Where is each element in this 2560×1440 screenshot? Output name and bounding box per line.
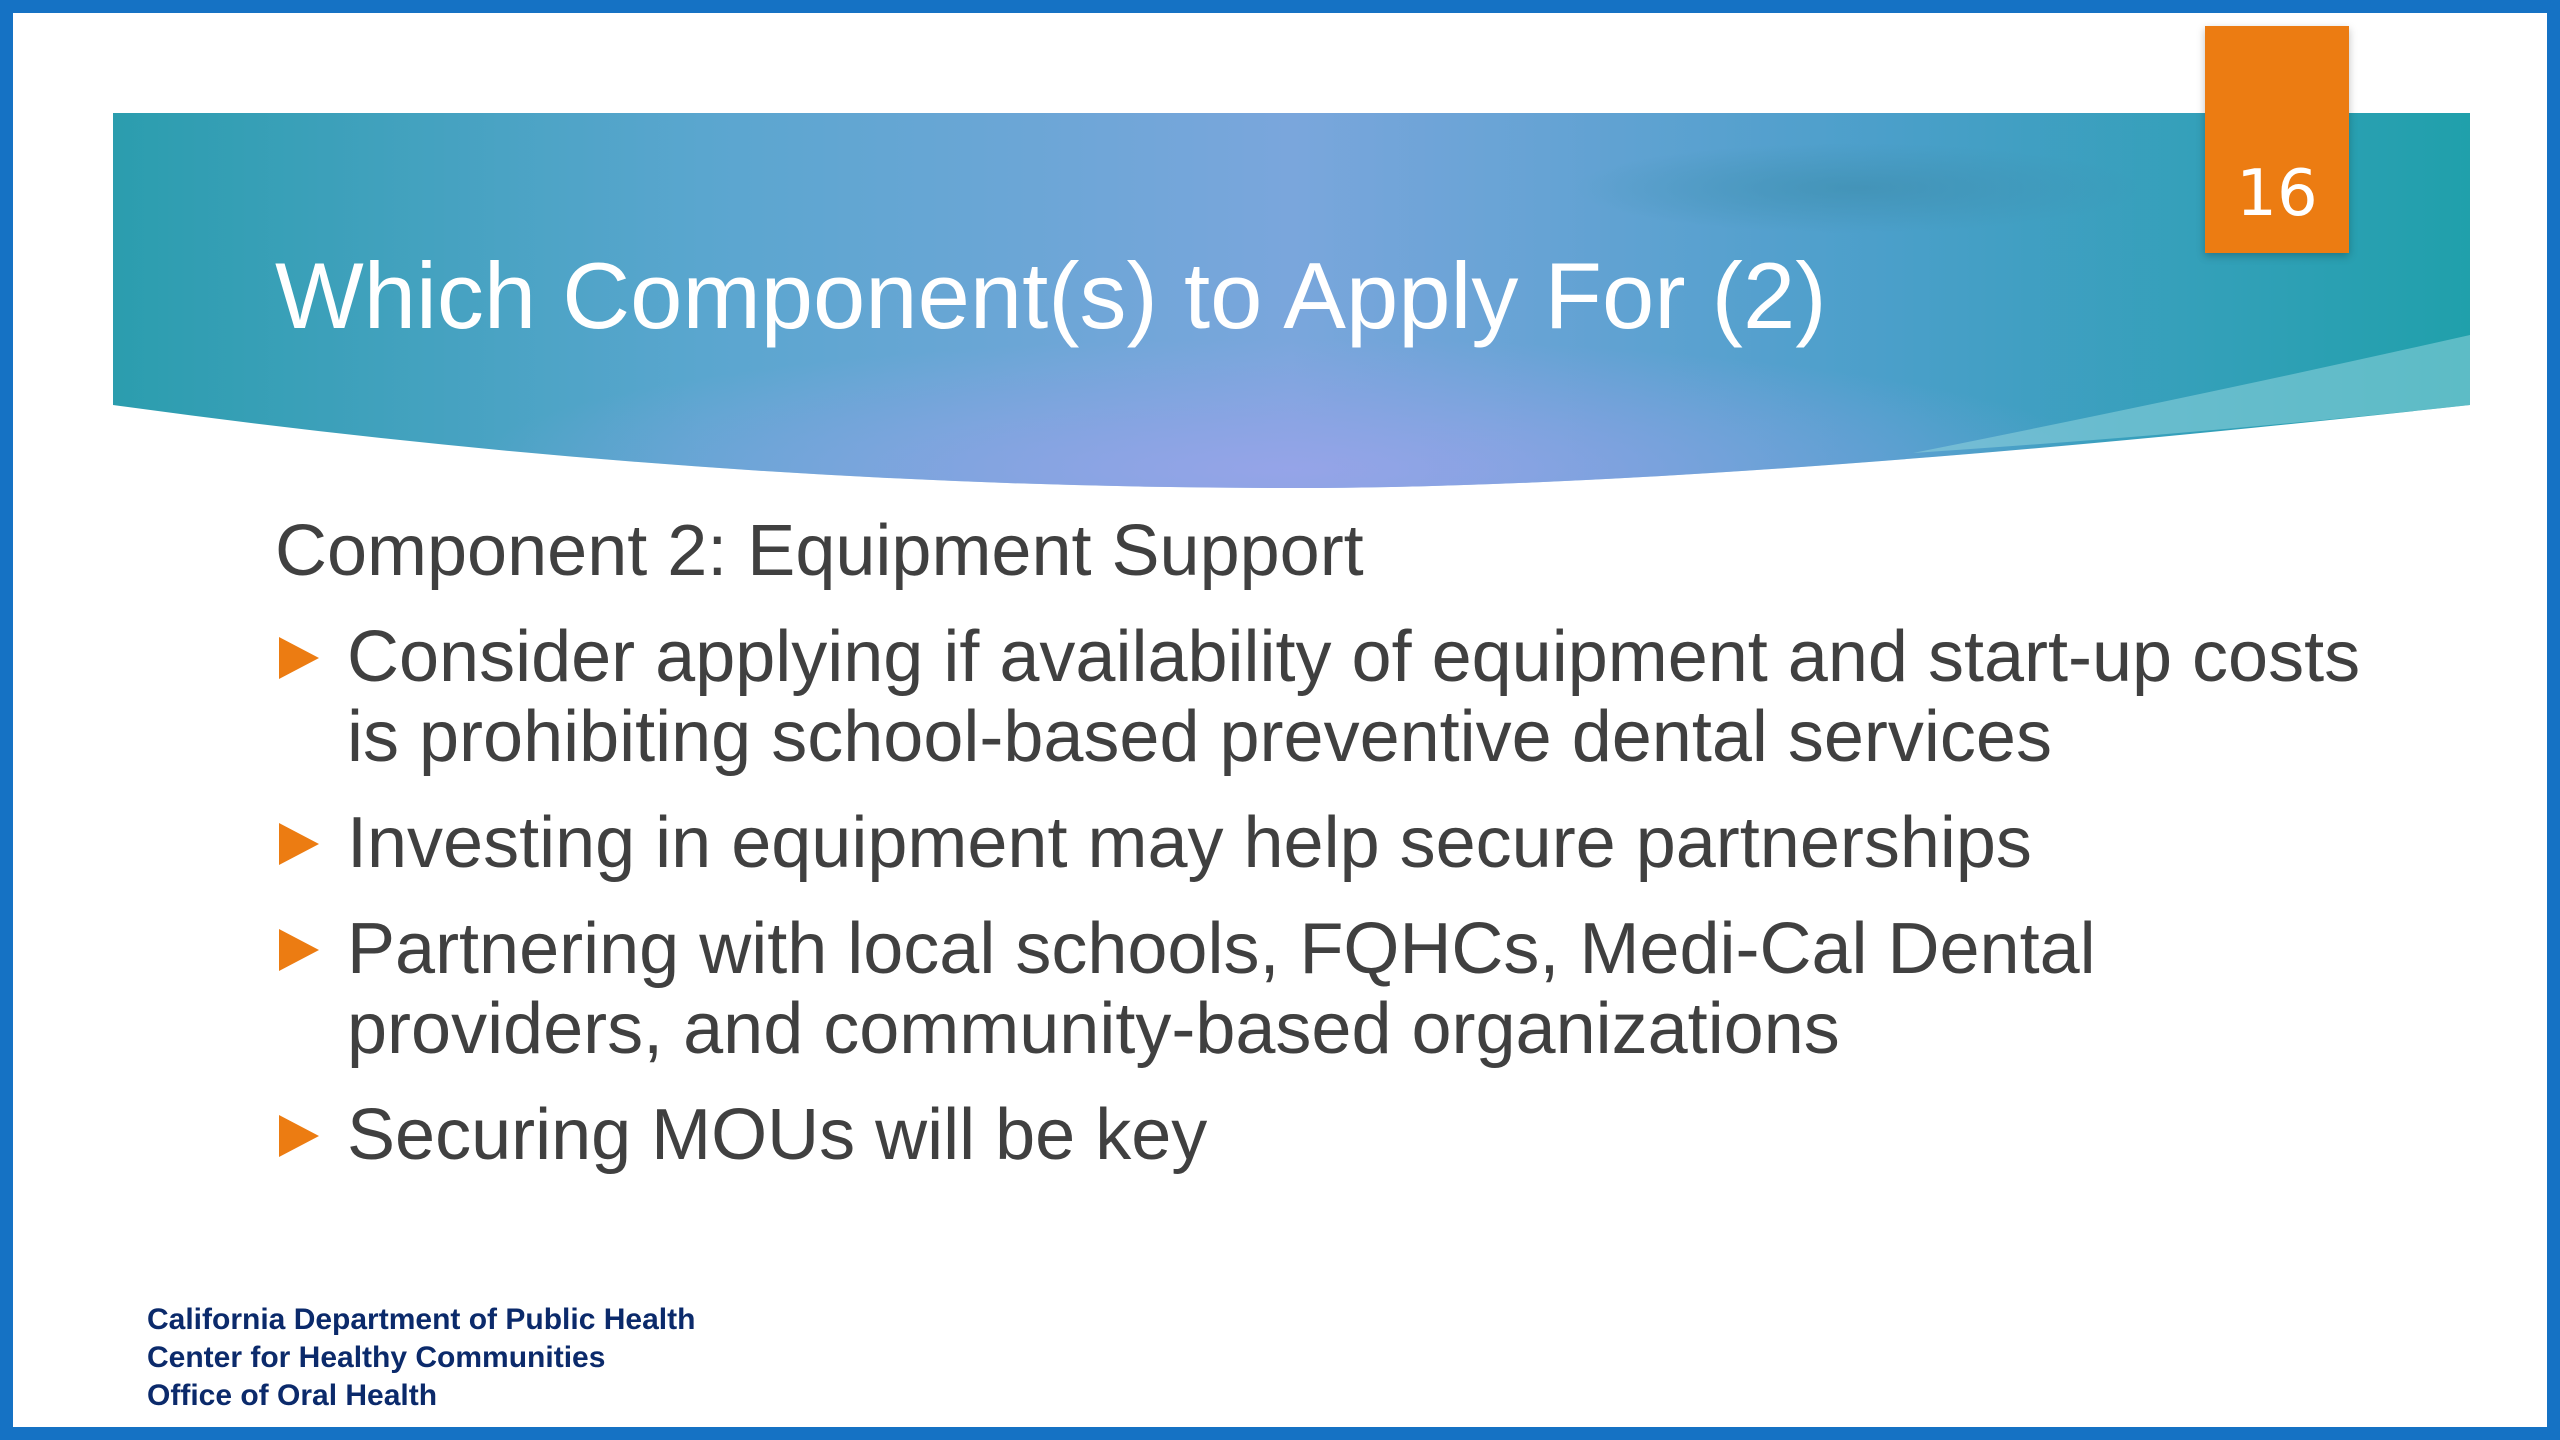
footer-organization <box>147 1301 695 1415</box>
bullet-item <box>275 617 2375 777</box>
footer-line-center: Center for Healthy Communities <box>147 1341 606 1374</box>
slide-title: Which Component(s) to Apply For (2) <box>275 243 1827 348</box>
bullet-item <box>275 803 2375 883</box>
bullet-text: Securing MOUs will be key <box>347 1095 1208 1175</box>
bullet-text: Partnering with local schools, FQHCs, Medi-Cal Dental providers, and community-based organizations <box>347 909 2096 1069</box>
slide-number: 16 <box>2236 157 2318 231</box>
footer-line-office: Office of Oral Health <box>147 1379 438 1412</box>
bullet-item <box>275 909 2375 1069</box>
bullet-item <box>275 1095 2375 1175</box>
triangle-right-icon <box>279 1115 319 1157</box>
triangle-right-icon <box>279 637 319 679</box>
triangle-right-icon <box>279 929 319 971</box>
bullet-list <box>275 617 2375 1201</box>
slide-subtitle: Component 2: Equipment Support <box>275 511 1364 591</box>
bullet-text: Investing in equipment may help secure partnerships <box>347 803 2032 883</box>
footer-line-department: California Department of Public Health <box>147 1303 696 1336</box>
bullet-text: Consider applying if availability of equipment and start-up costs is prohibiting school-based preventive dental services <box>347 617 2361 777</box>
slide-number-badge <box>2205 26 2349 253</box>
triangle-right-icon <box>279 823 319 865</box>
